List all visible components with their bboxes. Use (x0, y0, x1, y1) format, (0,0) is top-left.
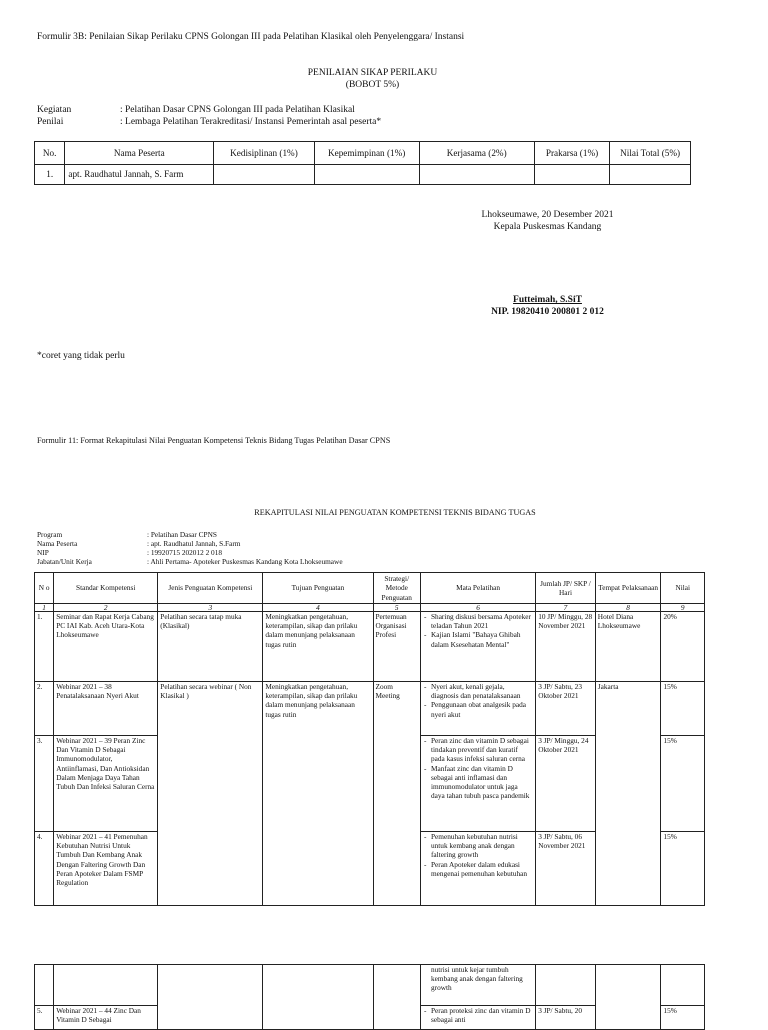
form-3b-title: Formulir 3B: Penilaian Sikap Perilaku CPNS Golongan III pada Pelatihan Klasikal oleh Penyelenggara/ Instansi (37, 32, 465, 42)
cell-mata-pelatihan (420, 965, 535, 1006)
cell-strategi: Zoom Meeting (373, 682, 420, 906)
meta2-nama-label: Nama Peserta (37, 539, 78, 548)
cell-kedisiplinan (214, 165, 315, 185)
cell-tempat (595, 965, 661, 1030)
col-header-tujuan: Tujuan Penguatan (263, 573, 373, 604)
col-number: 5 (373, 604, 420, 612)
cell-mata-pelatihan (420, 612, 535, 682)
cell-nilai: 15% (661, 1006, 705, 1030)
table-row (35, 965, 705, 1006)
list-item: - Penggunaan obat analgesik pada nyeri akut (431, 700, 533, 718)
cell-kerjasama (419, 165, 534, 185)
col-header-nilai-total: Nilai Total (5%) (610, 142, 691, 165)
cell-standar: Webinar 2021 – 39 Peran Zinc Dan Vitamin D Sebagai Immunomodulator, Antiinflamasi, Dan Antioksidan Dalam Menjaga Daya Tahan Tubuh Dan Infeksi Saluran Cerna (54, 736, 158, 832)
cell-nilai: 20% (661, 612, 705, 682)
col-number: 4 (263, 604, 373, 612)
col-header-kerjasama: Kerjasama (2%) (419, 142, 534, 165)
signature-nip: NIP. 19820410 200801 2 012 (491, 307, 604, 317)
cell-tujuan: Meningkatkan pengetahuan, keterampilan, sikap dan prilaku dalam menunjang pelaksanaan tugas rutin (263, 612, 373, 682)
cell-jumlah-jp: 3 JP/ Sabtu, 20 (536, 1006, 596, 1030)
col-header-kepemimpinan: Kepemimpinan (1%) (314, 142, 419, 165)
cell-kepemimpinan (314, 165, 419, 185)
cell-jumlah-jp: 10 JP/ Minggu, 28 November 2021 (536, 612, 596, 682)
list-item: - Kajian Islami "Bahaya Ghibah dalam Ksesehatan Mental" (431, 630, 533, 648)
recap-heading: REKAPITULASI NILAI PENGUATAN KOMPETENSI TEKNIS BIDANG TUGAS (254, 508, 536, 517)
cell-standar: Seminar dan Rapat Kerja Cabang PC IAI Kab. Aceh Utara-Kota Lhokseumawe (54, 612, 158, 682)
cell-jenis: Pelatihan secara webinar ( Non Klasikal ) (158, 682, 263, 906)
cell-mata-pelatihan (420, 682, 535, 736)
cell-no: 5. (35, 1006, 54, 1030)
meta-kegiatan-value: : Pelatihan Dasar CPNS Golongan III pada Pelatihan Klasikal (120, 105, 355, 115)
cell-prakarsa (534, 165, 609, 185)
table-row (35, 682, 705, 736)
col-header-jumlah-jp: Jumlah JP/ SKP / Hari (536, 573, 596, 604)
list-item: - Pemenuhan kebutuhan nutrisi untuk kembang anak dengan faltering growth (431, 832, 533, 860)
cell-tempat: Jakarta (595, 682, 661, 906)
cell-jumlah-jp: 3 JP/ Sabtu, 06 November 2021 (536, 832, 596, 906)
meta-penilai-value: : Lembaga Pelatihan Terakreditasi/ Instansi Pemerintah asal peserta* (120, 117, 382, 127)
list-item: nutrisi untuk kejar tumbuh kembang anak dengan faltering growth (430, 965, 523, 993)
meta-kegiatan-label: Kegiatan (37, 105, 72, 115)
cell-no: 4. (35, 832, 54, 906)
signature-place-date: Lhokseumawe, 20 Desember 2021 (481, 210, 614, 220)
column-number-row (35, 604, 705, 612)
col-header-standar: Standar Kompetensi (54, 573, 158, 604)
meta2-program-value: : Pelatihan Dasar CPNS (147, 530, 217, 539)
col-header-prakarsa: Prakarsa (1%) (534, 142, 609, 165)
cell-nilai: 15% (661, 682, 705, 736)
form-11-title: Formulir 11: Format Rekapitulasi Nilai Penguatan Kompetensi Teknis Bidang Tugas Pelatihan Dasar CPNS (37, 436, 391, 445)
cell-mata-pelatihan (420, 1006, 535, 1030)
attitude-score-table (34, 141, 691, 185)
meta2-program-label: Program (37, 530, 63, 539)
cell-no (35, 965, 54, 1006)
table-row (35, 612, 705, 682)
cell-jumlah-jp: 3 JP/ Sabtu, 23 Oktober 2021 (536, 682, 596, 736)
competency-recap-table (34, 572, 705, 906)
meta2-nip-label: NIP (37, 548, 49, 557)
cell-strategi (373, 965, 420, 1030)
list-item: - Peran zinc dan vitamin D sebagai tindakan preventif dan kuratif pada kasus infeksi saluran cerna (431, 736, 533, 764)
cell-mata-pelatihan (420, 736, 535, 832)
col-header-strategi: Strategi/ Metode Penguatan (373, 573, 420, 604)
meta-penilai-label: Penilai (37, 117, 64, 127)
cell-no: 2. (35, 682, 54, 736)
cell-jumlah-jp (536, 965, 596, 1006)
cell-standar (54, 965, 158, 1006)
table-row (35, 165, 691, 185)
cell-nilai-total (610, 165, 691, 185)
cell-no: 1. (35, 165, 65, 185)
signature-name: Futteimah, S.SiT (513, 295, 582, 305)
list-item: - Peran proteksi zinc dan vitamin D sebagai anti (431, 1006, 533, 1024)
competency-recap-table-continued (34, 964, 705, 1030)
cell-nilai (661, 965, 705, 1006)
col-header-nama: Nama Peserta (65, 142, 214, 165)
col-number: 3 (158, 604, 263, 612)
col-header-no: No. (35, 142, 65, 165)
list-item: - Peran Apoteker dalam edukasi mengenai pemenuhan kebutuhan (431, 860, 533, 878)
cell-tujuan (263, 965, 373, 1030)
cell-no: 3. (35, 736, 54, 832)
meta2-nama-value: : apt. Raudhatul Jannah, S.Farm (147, 539, 241, 548)
col-header-tempat: Tempat Pelaksanaan (595, 573, 661, 604)
cell-standar: Webinar 2021 – 38 Penatalaksanaan Nyeri Akut (54, 682, 158, 736)
cell-no: 1. (35, 612, 54, 682)
col-number: 6 (420, 604, 535, 612)
signature-position: Kepala Puskesmas Kandang (493, 222, 602, 232)
cell-jenis: Pelatihan secara tatap muka (Klasikal) (158, 612, 263, 682)
list-item: - Manfaat zinc dan vitamin D sebagai anti inflamasi dan immunomodulator untuk jaga daya tahan tubuh pasca pandemik (431, 764, 533, 801)
col-header-nilai: Nilai (661, 573, 705, 604)
col-header-mata-pelatihan: Mata Pelatihan (420, 573, 535, 604)
col-number: 9 (661, 604, 705, 612)
col-number: 1 (35, 604, 54, 612)
cell-standar: Webinar 2021 – 41 Pemenuhan Kebutuhan Nutrisi Untuk Tumbuh Dan Kembang Anak Dengan Faltering Growth Dan Peran Apoteker Dalam FSMP Regulation (54, 832, 158, 906)
list-item: - Nyeri akut, kenali gejala, diagnosis dan penatalaksanaan (431, 682, 533, 700)
footnote: *coret yang tidak perlu (37, 351, 125, 361)
cell-mata-pelatihan (420, 832, 535, 906)
col-header-kedisiplinan: Kedisiplinan (1%) (214, 142, 315, 165)
cell-jenis (158, 965, 263, 1030)
page-title: PENILAIAN SIKAP PERILAKU (307, 68, 438, 78)
cell-strategi: Pertemuan Organisasi Profesi (373, 612, 420, 682)
cell-tempat: Hotel Diana Lhokseumawe (595, 612, 661, 682)
cell-nama: apt. Raudhatul Jannah, S. Farm (65, 165, 214, 185)
meta2-jabatan-value: : Ahli Pertama- Apoteker Puskesmas Kandang Kota Lhokseumawe (147, 557, 343, 566)
col-number: 8 (595, 604, 661, 612)
col-header-no: N o (35, 573, 54, 604)
cell-jumlah-jp: 3 JP/ Minggu, 24 Oktober 2021 (536, 736, 596, 832)
meta2-jabatan-label: Jabatan/Unit Kerja (37, 557, 92, 566)
cell-nilai: 15% (661, 832, 705, 906)
cell-nilai: 15% (661, 736, 705, 832)
page-subtitle: (BOBOT 5%) (345, 80, 400, 90)
col-number: 7 (536, 604, 596, 612)
list-item: - Sharing diskusi bersama Apoteker teladan Tahun 2021 (431, 612, 533, 630)
cell-standar: Webinar 2021 – 44 Zinc Dan Vitamin D Sebagai (54, 1006, 158, 1030)
col-number: 2 (54, 604, 158, 612)
meta2-nip-value: : 19920715 202012 2 018 (147, 548, 222, 557)
col-header-jenis: Jenis Penguatan Kompetensi (158, 573, 263, 604)
cell-tujuan: Meningkatkan pengetahuan, keterampilan, sikap dan prilaku dalam menunjang pelaksanaan tugas rutin (263, 682, 373, 906)
